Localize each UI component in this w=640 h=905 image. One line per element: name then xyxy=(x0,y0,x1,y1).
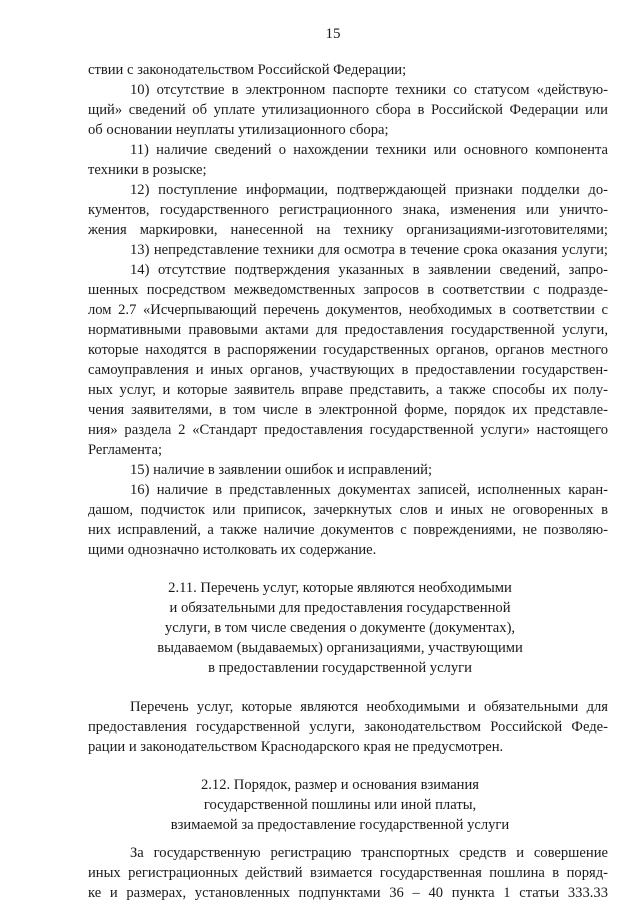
section-heading-line: выдаваемом (выдаваемых) организациями, участвующими xyxy=(157,640,523,656)
text-line: ных услуг, и которые заявитель вправе представить, а также способы их полу- xyxy=(88,382,608,398)
text-line: чения заявителями, в том числе в электронной форме, порядок их представле- xyxy=(88,402,608,418)
text-line: 11) наличие сведений о нахождении техники или основного компонента xyxy=(130,142,608,158)
text-line: жения маркировки, нанесенной на технику организациями-изготовителями; xyxy=(88,222,608,238)
text-line: 14) отсутствие подтверждения указанных в заявлении сведений, запро- xyxy=(130,262,608,278)
text-line: 13) непредставление техники для осмотра в течение срока оказания услуги; xyxy=(130,242,608,258)
text-line: лом 2.7 «Исчерпывающий перечень документов, необходимых в соответствии с xyxy=(88,302,608,318)
page-number: 15 xyxy=(325,26,341,42)
text-line: За государственную регистрацию транспортных средств и совершение xyxy=(130,845,608,861)
text-line: 16) наличие в представленных документах записей, исполненных каран- xyxy=(130,482,608,498)
text-line: об основании неуплаты утилизационного сбора; xyxy=(88,122,389,138)
text-line: иных регистрационных действий взимается государственная пошлина в поряд- xyxy=(88,865,608,881)
text-line: самоуправления и иных органов, участвующих в предоставлении государствен- xyxy=(88,362,608,378)
section-heading-line: взимаемой за предоставление государственной услуги xyxy=(170,817,510,833)
section-heading-line: 2.12. Порядок, размер и основания взимания xyxy=(200,777,480,793)
text-line: ствии с законодательством Российской Федерации; xyxy=(88,62,407,78)
text-line: предоставления государственной услуги, законодательством Российской Феде- xyxy=(88,719,608,735)
text-line: 12) поступление информации, подтверждающей признаки подделки до- xyxy=(130,182,608,198)
text-line: щий» сведений об уплате утилизационного сбора в Российской Федерации или xyxy=(88,102,608,118)
section-heading-line: государственной пошлины или иной платы, xyxy=(203,797,477,813)
text-line: дашом, подчисток или приписок, зачеркнутых слов и иных не оговоренных в xyxy=(88,502,608,518)
text-line: Регламента; xyxy=(88,442,163,458)
text-line: щими однозначно истолковать их содержание. xyxy=(88,542,377,558)
text-line: ния» раздела 2 «Стандарт предоставления государственной услуги» настоящего xyxy=(88,422,608,438)
text-line: кументов, государственного регистрационного знака, изменения или уничто- xyxy=(88,202,608,218)
section-heading-line: и обязательными для предоставления государственной xyxy=(169,600,511,616)
section-heading-line: 2.11. Перечень услуг, которые являются необходимыми xyxy=(168,580,512,596)
section-heading-line: в предоставлении государственной услуги xyxy=(208,660,472,676)
text-line: нормативными правовыми актами для предоставления государственной услуги, xyxy=(88,322,608,338)
text-line: рации и законодательством Краснодарского края не предусмотрен. xyxy=(88,739,504,755)
text-line: шенных посредством межведомственных запросов в соответствии с подразде- xyxy=(88,282,608,298)
text-line: Перечень услуг, которые являются необходимыми и обязательными для xyxy=(130,699,608,715)
section-heading-line: услуги, в том числе сведения о документе (документах), xyxy=(164,620,516,636)
text-line: 15) наличие в заявлении ошибок и исправлений; xyxy=(130,462,432,478)
text-line: которые находятся в распоряжении государственных органов, органов местного xyxy=(88,342,608,358)
text-line: ке и размерах, установленных подпунктами 36 – 40 пункта 1 статьи 333.33 xyxy=(88,885,608,901)
text-line: 10) отсутствие в электронном паспорте техники со статусом «действую- xyxy=(130,82,608,98)
text-line: техники в розыске; xyxy=(88,162,207,178)
text-line: них исправлений, а также наличие документов с повреждениями, не позволяю- xyxy=(88,522,608,538)
